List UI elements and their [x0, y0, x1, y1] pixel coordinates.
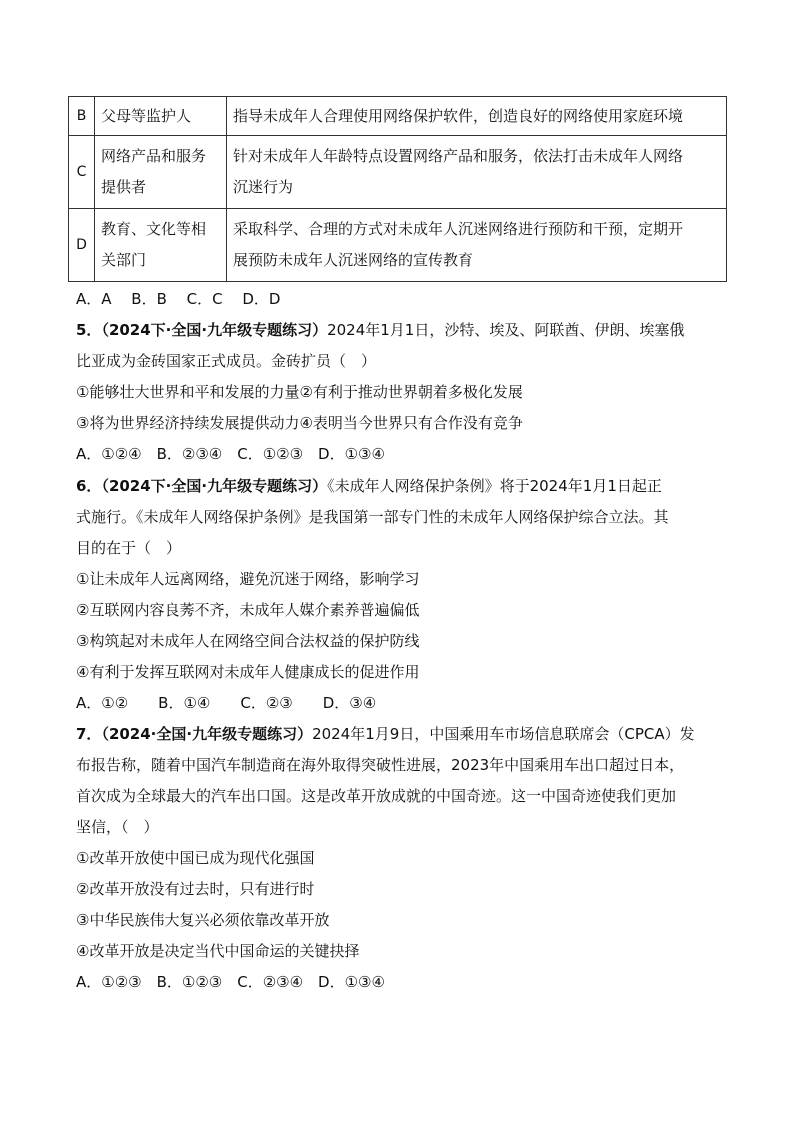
- question-5-answer-choices: A．①②④ B．②③④ C．①②③ D．①③④: [76, 445, 385, 463]
- question-5-stem: 5．（2024下·全国·九年级专题练习）2024年1月1日，沙特、埃及、阿联酋、伊朗、埃塞俄: [76, 321, 685, 339]
- row-duty: 采取科学、合理的方式对未成年人沉迷网络进行预防和干预，定期开 展预防未成年人沉迷网络的宣传教育: [227, 209, 727, 282]
- question-5-option-line: ①能够壮大世界和平和发展的力量②有利于推动世界朝着多极化发展: [76, 383, 523, 401]
- question-6-stem: 6．（2024下·全国·九年级专题练习）《未成年人网络保护条例》将于2024年1月1日起正: [76, 477, 662, 495]
- question-number: 6．: [76, 477, 102, 495]
- question-7-option-line: ②改革开放没有过去时，只有进行时: [76, 880, 315, 898]
- row-letter: D: [69, 209, 95, 282]
- question-5-option-line: ③将为世界经济持续发展提供动力④表明当今世界只有合作没有竞争: [76, 414, 523, 432]
- question-6-stem-line: 式施行。《未成年人网络保护条例》是我国第一部专门性的未成年人网络保护综合立法。其: [76, 508, 669, 526]
- row-subject: 父母等监护人: [95, 97, 227, 136]
- row-duty: 指导未成年人合理使用网络保护软件，创造良好的网络使用家庭环境: [227, 97, 727, 136]
- question-7-option-line: ③中华民族伟大复兴必须依靠改革开放: [76, 911, 330, 929]
- row-duty: 针对未成年人年龄特点设置网络产品和服务，依法打击未成年人网络 沉迷行为: [227, 136, 727, 209]
- row-subject: 教育、文化等相 关部门: [95, 209, 227, 282]
- question-source: （2024下·全国·九年级专题练习）: [101, 477, 328, 495]
- row-letter: C: [69, 136, 95, 209]
- question-7-stem-line: 坚信，（ ）: [76, 818, 159, 836]
- question-6-option-line: ④有利于发挥互联网对未成年人健康成长的促进作用: [76, 663, 420, 681]
- question-6-option-line: ②互联网内容良莠不齐，未成年人媒介素养普遍偏低: [76, 601, 420, 619]
- options-table: [68, 96, 727, 282]
- question-6-option-line: ①让未成年人远离网络，避免沉迷于网络，影响学习: [76, 570, 420, 588]
- question-number: 7．: [76, 725, 102, 743]
- question-7-stem: 7．（2024·全国·九年级专题练习）2024年1月9日，中国乘用车市场信息联席会（CPCA）发: [76, 725, 695, 743]
- question-6-option-line: ③构筑起对未成年人在网络空间合法权益的保护防线: [76, 632, 420, 650]
- question-5-stem-line: 比亚成为金砖国家正式成员。金砖扩员（ ）: [76, 352, 377, 370]
- question-7-stem-line: 布报告称，随着中国汽车制造商在海外取得突破性进展，2023年中国乘用车出口超过日本，: [76, 756, 685, 774]
- question-source: （2024·全国·九年级专题练习）: [101, 725, 313, 743]
- table-answer-choices: A．A B．B C．C D．D: [76, 290, 281, 308]
- question-source: （2024下·全国·九年级专题练习）: [101, 321, 328, 339]
- question-7-option-line: ④改革开放是决定当代中国命运的关键抉择: [76, 942, 360, 960]
- question-6-stem-line: 目的在于（ ）: [76, 539, 182, 557]
- question-6-answer-choices: A．①② B．①④ C．②③ D．③④: [76, 694, 377, 712]
- question-7-option-line: ①改革开放使中国已成为现代化强国: [76, 849, 315, 867]
- question-number: 5．: [76, 321, 102, 339]
- table-row: [69, 97, 727, 136]
- question-7-stem-line: 首次成为全球最大的汽车出口国。这是改革开放成就的中国奇迹。这一中国奇迹使我们更加: [76, 787, 677, 805]
- table-row: [69, 209, 727, 282]
- row-subject: 网络产品和服务 提供者: [95, 136, 227, 209]
- question-7-answer-choices: A．①②③ B．①②③ C．②③④ D．①③④: [76, 973, 385, 991]
- table-row: [69, 136, 727, 209]
- row-letter: B: [69, 97, 95, 136]
